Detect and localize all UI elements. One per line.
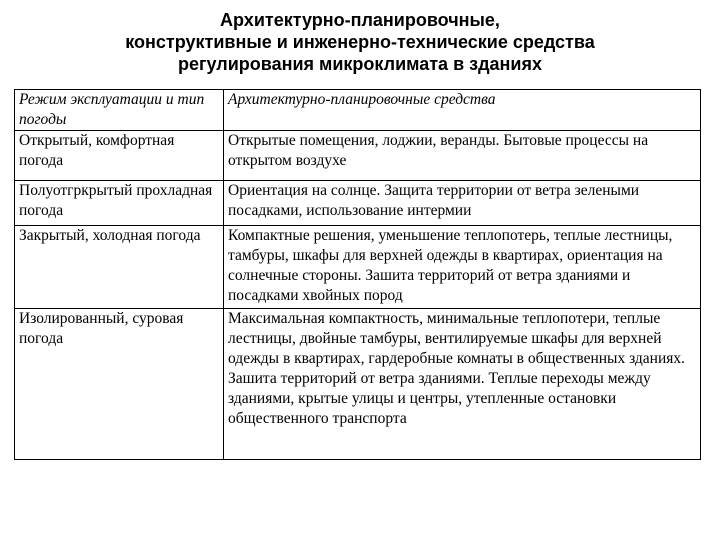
table-row	[15, 181, 701, 226]
row-mode-cell: Изолированный, суровая погода	[15, 309, 224, 460]
header-mode-weather: Режим эксплуатации и тип погоды	[15, 90, 224, 131]
header-architectural-means: Архитектурно-планировочные средства	[224, 90, 701, 131]
climate-means-table	[14, 89, 701, 460]
table-row	[15, 226, 701, 309]
table-row	[15, 309, 701, 460]
row-means-cell: Компактные решения, уменьшение теплопотерь, теплые лестницы, тамбуры, шкафы для верхней одежды в квартирах, ориентация на солнечные стороны. Зашита территорий от ветра зданиями и посадками хвойных пород	[224, 226, 701, 309]
title-line-1: Архитектурно-планировочные,	[220, 10, 500, 30]
row-mode-cell: Открытый, комфортная погода	[15, 131, 224, 181]
row-means-cell: Ориентация на солнце. Защита территории от ветра зелеными посадками, использование интермии	[224, 181, 701, 226]
title-line-2: конструктивные и инженерно-технические средства	[125, 32, 595, 52]
table-row	[15, 131, 701, 181]
row-mode-cell: Полуотгркрытый прохладная погода	[15, 181, 224, 226]
row-mode-cell: Закрытый, холодная погода	[15, 226, 224, 309]
page-title	[0, 9, 720, 75]
title-line-3: регулирования микроклимата в зданиях	[178, 54, 542, 74]
row-means-cell: Открытые помещения, лоджии, веранды. Бытовые процессы на открытом воздухе	[224, 131, 701, 181]
row-means-cell: Максимальная компактность, минимальные теплопотери, теплые лестницы, двойные тамбуры, вентилируемые шкафы для верхней одежды в квартирах, гардеробные комнаты в общественных зданиях. Зашита территорий от ветра зданиями. Теплые переходы между зданиями, крытые улицы и центры, утепленные остановки общественного транспорта	[224, 309, 701, 460]
table-header-row	[15, 90, 701, 131]
